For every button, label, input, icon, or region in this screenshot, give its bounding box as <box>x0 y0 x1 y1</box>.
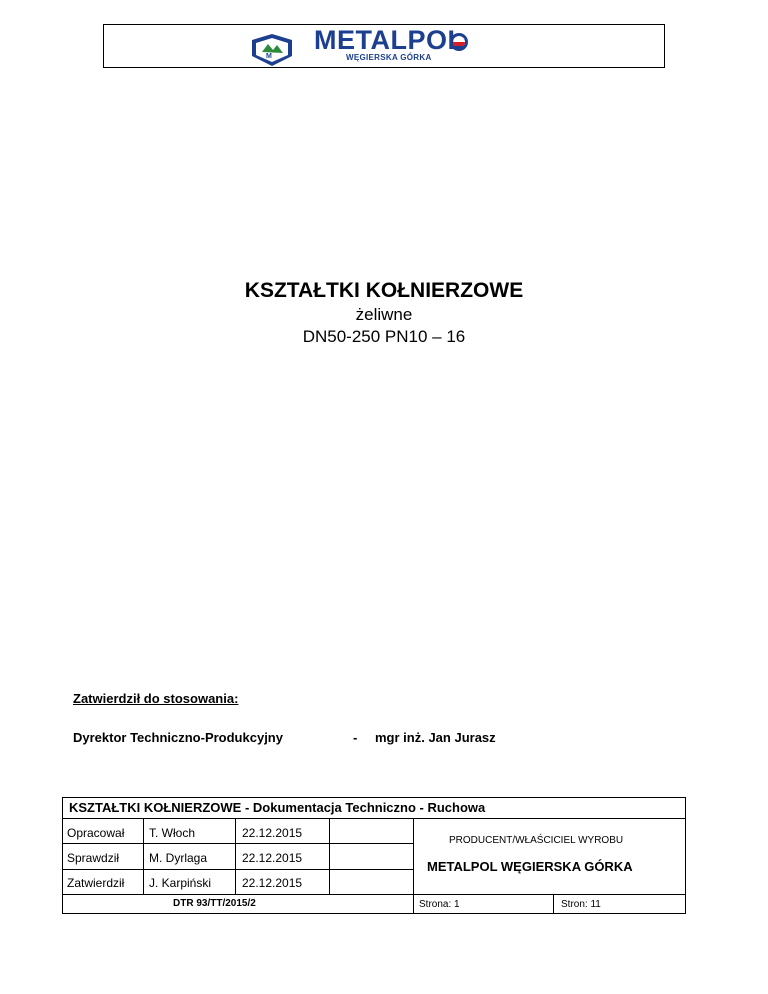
producer-name: METALPOL WĘGIERSKA GÓRKA <box>427 859 633 874</box>
table-divider <box>63 894 685 895</box>
document-title: KSZTAŁTKI KOŁNIERZOWE <box>244 279 524 302</box>
row-date: 22.12.2015 <box>242 851 303 865</box>
page-count: Stron: 11 <box>561 899 601 910</box>
table-divider <box>63 869 413 870</box>
table-divider <box>63 843 413 844</box>
document-spec: DN50-250 PN10 – 16 <box>302 327 466 346</box>
row-date: 22.12.2015 <box>242 826 303 840</box>
svg-text:M: M <box>266 53 272 60</box>
logo-subtitle: WĘGIERSKA GÓRKA <box>346 53 432 62</box>
row-name: J. Karpiński <box>149 876 212 890</box>
table-divider <box>63 818 685 819</box>
row-role: Zatwierdził <box>67 876 125 890</box>
approval-dash: - <box>353 730 358 745</box>
row-name: T. Włoch <box>149 826 196 840</box>
approval-heading: Zatwierdził do stosowania: <box>73 691 239 706</box>
row-role: Opracował <box>67 826 125 840</box>
document-info-table <box>62 797 686 914</box>
document-number: DTR 93/TT/2015/2 <box>173 898 256 909</box>
table-divider <box>329 818 330 894</box>
document-material: żeliwne <box>355 305 413 324</box>
page-number: Strona: 1 <box>419 899 460 910</box>
table-divider <box>553 894 554 914</box>
table-divider <box>235 818 236 894</box>
approval-role: Dyrektor Techniczno-Produkcyjny <box>73 730 283 745</box>
table-divider <box>413 818 414 914</box>
table-title: KSZTAŁTKI KOŁNIERZOWE - Dokumentacja Techniczno - Ruchowa <box>69 800 486 815</box>
table-divider <box>143 818 144 894</box>
row-name: M. Dyrlaga <box>149 851 208 865</box>
row-role: Sprawdził <box>67 851 120 865</box>
logo-wordmark: METALPOL <box>314 25 465 55</box>
producer-label: PRODUCENT/WŁAŚCICIEL WYROBU <box>449 835 624 846</box>
row-date: 22.12.2015 <box>242 876 303 890</box>
approval-person: mgr inż. Jan Jurasz <box>375 730 496 745</box>
